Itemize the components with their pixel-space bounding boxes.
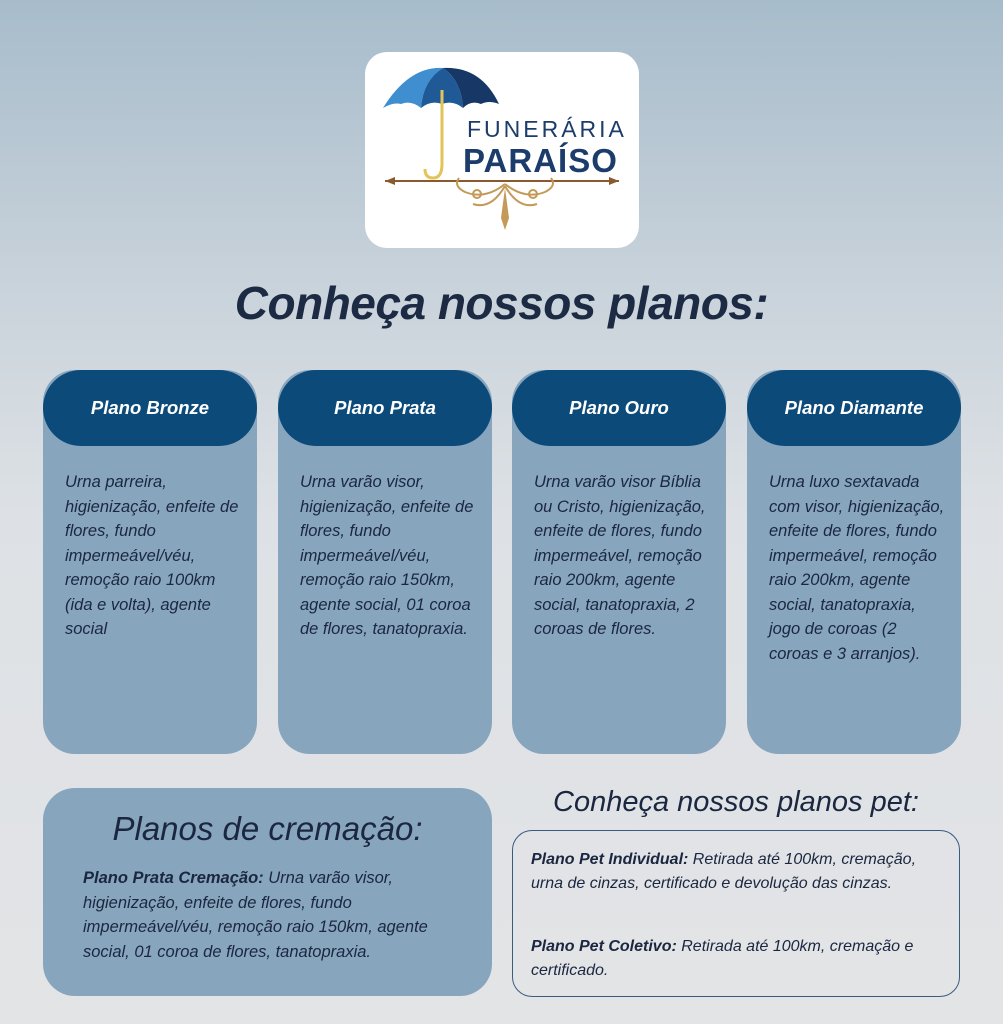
plan-card-ouro xyxy=(512,370,726,754)
pet-plan-description: Retirada até 100km, cremação, urna de cinzas, certificado e devolução das cinzas. xyxy=(531,851,917,892)
pet-plan-individual xyxy=(531,848,941,896)
pet-plan-coletivo xyxy=(531,935,941,983)
pet-plan-name: Plano Pet Individual: xyxy=(531,851,689,868)
plan-description: Urna luxo sextavada com visor, higienização, enfeite de flores, fundo impermeável, remoção raio 200km, agente social, tanatopraxia, jogo de coroas (2 coroas e 3 arranjos). xyxy=(769,473,945,663)
plan-card-bronze xyxy=(43,370,257,754)
page-title: Conheça nossos planos: xyxy=(234,277,769,329)
plan-description: Urna varão visor Bíblia ou Cristo, higienização, enfeite de flores, fundo impermeável, remoção raio 200km, agente social, tanatopraxia, 2 coroas de flores. xyxy=(534,473,706,638)
logo-text-paraiso: PARAÍSO xyxy=(463,142,618,179)
cremation-plan-description: Urna varão visor, higienização, enfeite de flores, fundo impermeável/véu, remoção raio 150km, agente social, 01 coroa de flores, tanatopraxia. xyxy=(83,869,428,961)
plan-header: Plano Bronze xyxy=(43,370,257,446)
cremation-card xyxy=(43,788,492,996)
pet-plan-name: Plano Pet Coletivo: xyxy=(531,938,677,955)
plan-header: Plano Prata xyxy=(278,370,492,446)
pet-plans-box xyxy=(512,830,960,997)
plan-description: Urna parreira, higienização, enfeite de flores, fundo impermeável/véu, remoção raio 100km (ida e volta), agente social xyxy=(65,473,239,638)
plan-card-diamante xyxy=(747,370,961,754)
plan-header: Plano Diamante xyxy=(747,370,961,446)
logo-text-funeraria: FUNERÁRIA xyxy=(467,116,627,142)
cremation-plan xyxy=(83,866,473,964)
plan-card-prata xyxy=(278,370,492,754)
cremation-title: Planos de cremação: xyxy=(112,810,423,847)
pet-plan-description: Retirada até 100km, cremação e certificado. xyxy=(531,938,914,979)
pet-plans-title: Conheça nossos planos pet: xyxy=(553,786,919,818)
plan-header: Plano Ouro xyxy=(512,370,726,446)
plan-description: Urna varão visor, higienização, enfeite de flores, fundo impermeável/véu, remoção raio 150km, agente social, 01 coroa de flores, tanatopraxia. xyxy=(300,473,474,638)
cremation-plan-name: Plano Prata Cremação: xyxy=(83,869,264,887)
